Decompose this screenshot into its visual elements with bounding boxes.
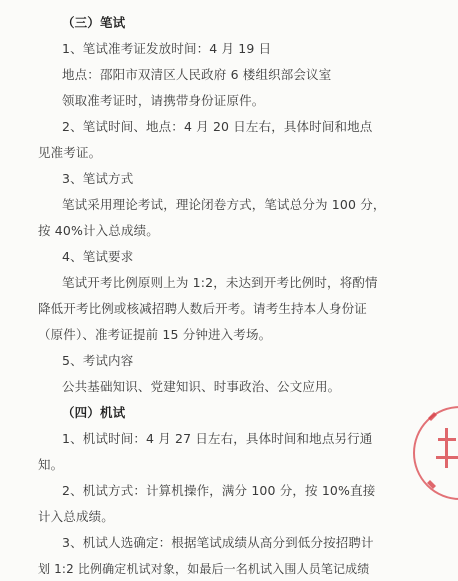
section-heading-machine: （四）机试 <box>62 405 126 420</box>
written-method-line1: 笔试采用理论考试，理论闭卷方式，笔试总分为 100 分， <box>62 197 386 212</box>
written-requirements-line2: 降低开考比例或核减招聘人数后开考。请考生持本人身份证 <box>38 301 367 316</box>
admission-ticket-place: 地点：邵阳市双清区人民政府 6 楼组织部会议室 <box>62 67 332 82</box>
machine-selection-line1: 3、机试人选确定：根据笔试成绩从高分到低分按招聘计 <box>62 535 374 550</box>
written-time-place-line1: 2、笔试时间、地点：4 月 20 日左右，具体时间和地点 <box>62 119 373 134</box>
written-requirements-title: 4、笔试要求 <box>62 249 134 264</box>
written-content-title: 5、考试内容 <box>62 353 134 368</box>
admission-ticket-time: 1、笔试准考证发放时间：4 月 19 日 <box>62 41 272 56</box>
written-time-place-line2: 见准考证。 <box>38 145 102 160</box>
machine-time-line2: 知。 <box>38 457 64 472</box>
written-requirements-line1: 笔试开考比例原则上为 1:2，未达到开考比例时，将酌情 <box>62 275 378 290</box>
machine-selection-line2: 划 1:2 比例确定机试对象，如最后一名机试入围人员笔记成绩 <box>38 562 370 576</box>
machine-time-line1: 1、机试时间：4 月 27 日左右，具体时间和地点另行通 <box>62 431 373 446</box>
section-heading-written: （三）笔试 <box>62 15 126 30</box>
written-content-line1: 公共基础知识、党建知识、时事政治、公文应用。 <box>62 379 341 394</box>
written-requirements-line3: （原件）、准考证提前 15 分钟进入考场。 <box>38 327 272 342</box>
machine-method-line2: 计入总成绩。 <box>38 509 114 524</box>
written-method-line2: 按 40%计入总成绩。 <box>38 223 159 238</box>
written-method-title: 3、笔试方式 <box>62 171 134 186</box>
machine-method-line1: 2、机试方式：计算机操作，满分 100 分，按 10%直接 <box>62 483 376 498</box>
admission-ticket-note: 领取准考证时，请携带身份证原件。 <box>62 93 265 108</box>
